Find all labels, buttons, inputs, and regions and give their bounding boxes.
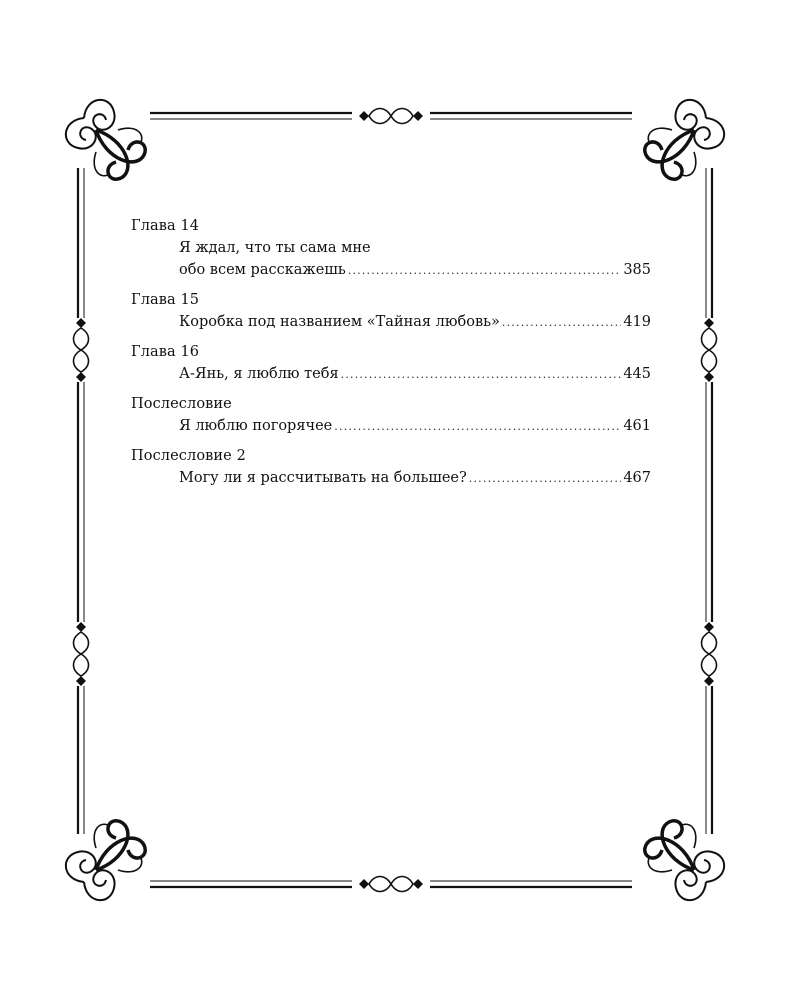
dot-leader bbox=[502, 312, 621, 334]
toc-entry-line[interactable] bbox=[131, 363, 651, 386]
table-of-contents bbox=[131, 215, 651, 497]
chapter-heading: Глава 14 bbox=[131, 218, 200, 234]
page-number: 385 bbox=[623, 262, 651, 278]
side-scroll-icon-left-lower bbox=[74, 622, 89, 686]
toc-chapter-14 bbox=[131, 215, 651, 282]
toc-entry-line[interactable] bbox=[131, 311, 651, 334]
diamond-knot-icon-top bbox=[359, 109, 423, 124]
toc-entry-line[interactable] bbox=[131, 259, 651, 282]
side-scroll-icon-right-upper bbox=[702, 318, 717, 382]
side-scroll-icon-right-lower bbox=[702, 622, 717, 686]
dot-leader bbox=[341, 364, 622, 386]
chapter-heading: Глава 15 bbox=[131, 292, 200, 308]
dot-leader bbox=[469, 468, 622, 490]
chapter-heading: Глава 16 bbox=[131, 344, 200, 360]
dot-leader bbox=[334, 416, 621, 438]
chapter-title: Я люблю погорячее bbox=[179, 418, 333, 434]
page-number: 445 bbox=[623, 366, 651, 382]
toc-entry-line[interactable] bbox=[131, 467, 651, 490]
chapter-title: Коробка под названием «Тайная любовь» bbox=[179, 314, 500, 330]
chapter-heading: Послесловие 2 bbox=[131, 448, 246, 464]
toc-entry-line[interactable] bbox=[131, 415, 651, 438]
diamond-knot-icon-bottom bbox=[359, 877, 423, 892]
chapter-title-line1: Я ждал, что ты сама мне bbox=[179, 240, 371, 256]
page-number: 461 bbox=[623, 418, 651, 434]
toc-afterword-2 bbox=[131, 445, 651, 490]
corner-flourish-icon-top-left bbox=[66, 100, 145, 179]
chapter-title: А-Янь, я люблю тебя bbox=[179, 366, 339, 382]
chapter-title-line2: обо всем расскажешь bbox=[179, 262, 346, 278]
chapter-heading: Послесловие bbox=[131, 396, 232, 412]
page-number: 419 bbox=[623, 314, 651, 330]
chapter-title: Могу ли я рассчитывать на большее? bbox=[179, 470, 467, 486]
dot-leader bbox=[348, 260, 622, 282]
page-number: 467 bbox=[623, 470, 651, 486]
corner-flourish-icon-top-right bbox=[645, 100, 724, 179]
toc-chapter-15 bbox=[131, 289, 651, 334]
toc-afterword bbox=[131, 393, 651, 438]
toc-chapter-16 bbox=[131, 341, 651, 386]
side-scroll-icon-left-upper bbox=[74, 318, 89, 382]
